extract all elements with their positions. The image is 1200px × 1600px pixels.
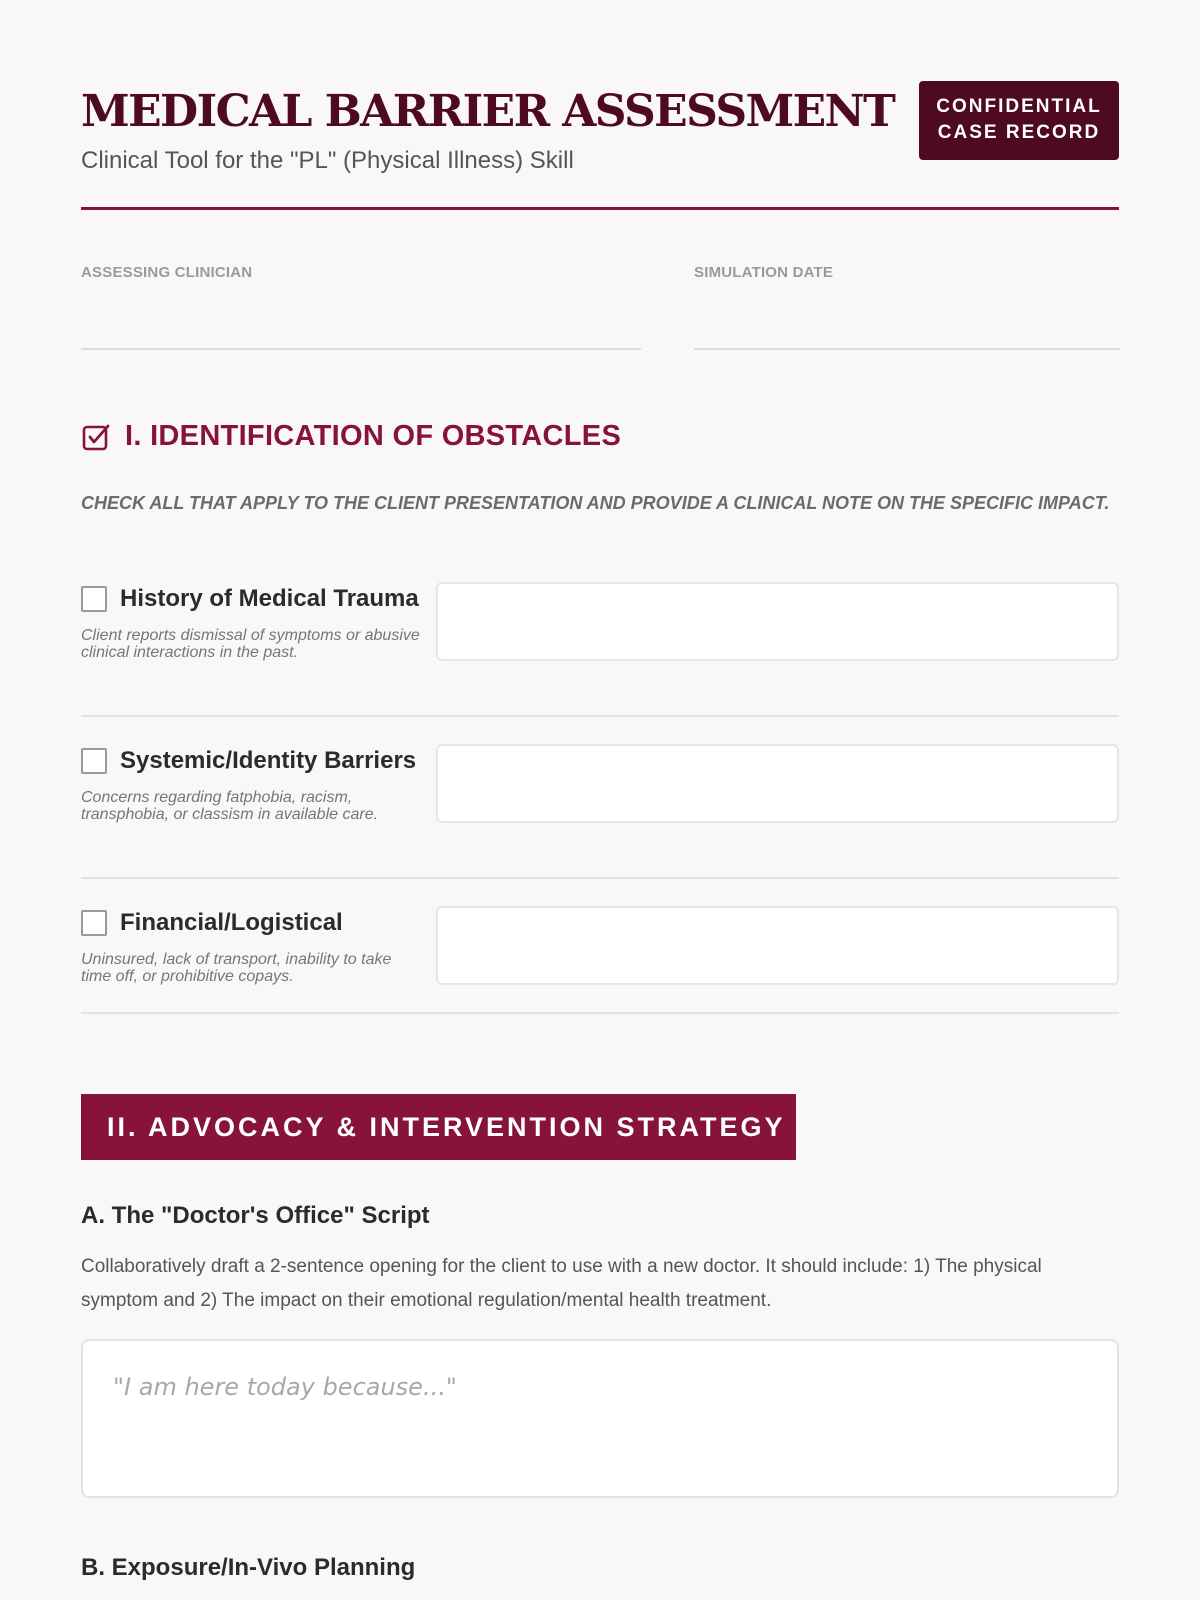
obstacle-checkbox[interactable] <box>81 748 107 774</box>
obstacle-note-input[interactable] <box>436 744 1119 823</box>
obstacle-info <box>81 906 421 985</box>
assessing-clinician-field[interactable] <box>81 264 641 350</box>
simulation-date-label: SIMULATION DATE <box>694 264 834 281</box>
obstacle-description: Client reports dismissal of symptoms or abusive clinical interactions in the past. <box>81 627 420 661</box>
obstacle-label: Systemic/Identity Barriers <box>120 747 417 774</box>
badge-line-1: CONFIDENTIAL <box>936 96 1102 117</box>
doctor-script-instructions: Collaboratively draft a 2-sentence opening for the client to use with a new doctor. It should include: 1) The physical symptom and 2) The impact on their emotional regulation/mental health treatment. <box>81 1256 1042 1311</box>
obstacle-description: Concerns regarding fatphobia, racism, transphobia, or classism in available care. <box>81 789 379 823</box>
exposure-planning-heading: B. Exposure/In-Vivo Planning <box>81 1554 416 1581</box>
confidential-badge <box>919 81 1119 160</box>
obstacle-checkbox[interactable] <box>81 586 107 612</box>
obstacle-row <box>81 582 1119 717</box>
section-1-heading <box>81 420 621 453</box>
obstacle-info <box>81 582 421 661</box>
obstacle-checkbox[interactable] <box>81 910 107 936</box>
obstacle-info <box>81 744 421 823</box>
obstacle-description: Uninsured, lack of transport, inability to take time off, or prohibitive copays. <box>81 951 392 985</box>
meta-fields <box>81 264 1119 350</box>
section-1-instruction: CHECK ALL THAT APPLY TO THE CLIENT PRESENTATION AND PROVIDE A CLINICAL NOTE ON THE SPECIFIC IMPACT. <box>81 493 1110 513</box>
doctor-script-textarea[interactable]: "I am here today because..." <box>81 1339 1119 1498</box>
page-subtitle: Clinical Tool for the "PL" (Physical Illness) Skill <box>81 147 574 174</box>
badge-line-2: CASE RECORD <box>937 122 1101 143</box>
section-2-banner: II. ADVOCACY & INTERVENTION STRATEGY <box>81 1094 796 1160</box>
obstacle-row <box>81 906 1119 1014</box>
obstacle-label: Financial/Logistical <box>120 909 343 936</box>
page-header <box>81 0 1119 210</box>
simulation-date-field[interactable] <box>694 264 1120 350</box>
page-title: MEDICAL BARRIER ASSESSMENT <box>81 86 895 137</box>
obstacle-note-input[interactable] <box>436 582 1119 661</box>
section-1-title: I. IDENTIFICATION OF OBSTACLES <box>125 420 622 452</box>
obstacle-row <box>81 744 1119 879</box>
obstacle-label: History of Medical Trauma <box>120 585 419 612</box>
checkbox-checked-icon <box>81 422 111 452</box>
doctor-script-heading: A. The "Doctor's Office" Script <box>81 1202 430 1229</box>
assessing-clinician-label: ASSESSING CLINICIAN <box>81 264 253 281</box>
obstacle-note-input[interactable] <box>436 906 1119 985</box>
